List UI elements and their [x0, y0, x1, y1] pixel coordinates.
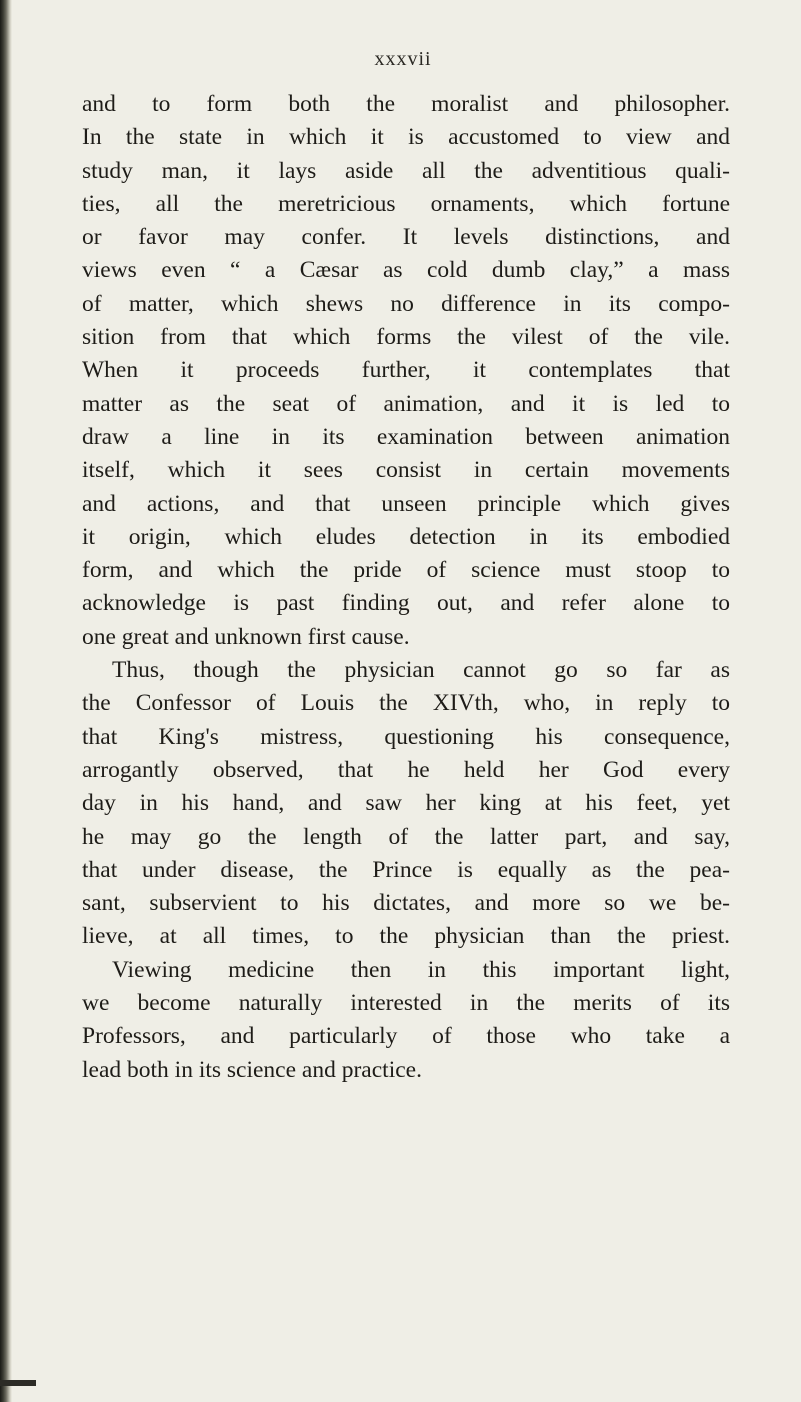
paragraph-3	[82, 954, 730, 1087]
text-line: or favor may confer. It levels distinctions, and	[82, 224, 730, 251]
text-line: itself, which it sees consist in certain movements	[82, 457, 730, 484]
text-line: and to form both the moralist and philosopher.	[82, 91, 730, 117]
text-line: views even “ a Cæsar as cold dumb clay,” a mass	[82, 257, 730, 284]
text-line: it origin, which eludes detection in its embodied	[82, 523, 730, 550]
text-line: that King's mistress, questioning his consequence,	[82, 723, 730, 750]
page-number: xxxvii	[374, 48, 432, 70]
text-line: he may go the length of the latter part, and say,	[82, 823, 730, 850]
text-line: arrogantly observed, that he held her God every	[82, 756, 730, 783]
text-line: draw a line in its examination between animation	[82, 423, 730, 450]
text-line: of matter, which shews no difference in its compo-	[82, 290, 730, 317]
binding-mark	[0, 1380, 36, 1386]
paragraph-2	[82, 654, 730, 954]
text-line: the Confessor of Louis the XIVth, who, in reply to	[82, 690, 730, 717]
text-line: acknowledge is past finding out, and refer alone to	[82, 590, 730, 617]
text-line: day in his hand, and saw her king at his feet, yet	[82, 790, 730, 817]
binding-gutter	[0, 0, 12, 1402]
text-line: Viewing medicine then in this important light,	[112, 956, 730, 983]
text-line: study man, it lays aside all the adventitious quali-	[82, 157, 730, 184]
text-line: form, and which the pride of science must stoop to	[82, 557, 730, 584]
text-line: When it proceeds further, it contemplates that	[82, 357, 730, 384]
text-line: matter as the seat of animation, and it is led to	[82, 390, 730, 417]
text-line: that under disease, the Prince is equally as the pea-	[82, 856, 730, 883]
text-line: Professors, and particularly of those who take a	[82, 1023, 730, 1050]
text-line: lieve, at all times, to the physician than the priest.	[82, 923, 730, 950]
paragraph-1	[82, 88, 730, 654]
text-line: sition from that which forms the vilest of the vile.	[82, 324, 730, 351]
text-line: In the state in which it is accustomed to view and	[82, 124, 730, 151]
text-line: we become naturally interested in the merits of its	[82, 990, 730, 1017]
text-line: ties, all the meretricious ornaments, which fortune	[82, 190, 730, 217]
text-line: one great and unknown first cause.	[82, 623, 410, 650]
text-line: sant, subservient to his dictates, and more so we be-	[82, 890, 730, 917]
body-text	[82, 88, 730, 1087]
text-line: lead both in its science and practice.	[82, 1056, 422, 1083]
text-line: and actions, and that unseen principle which gives	[82, 490, 730, 517]
text-line: Thus, though the physician cannot go so far as	[112, 657, 730, 684]
